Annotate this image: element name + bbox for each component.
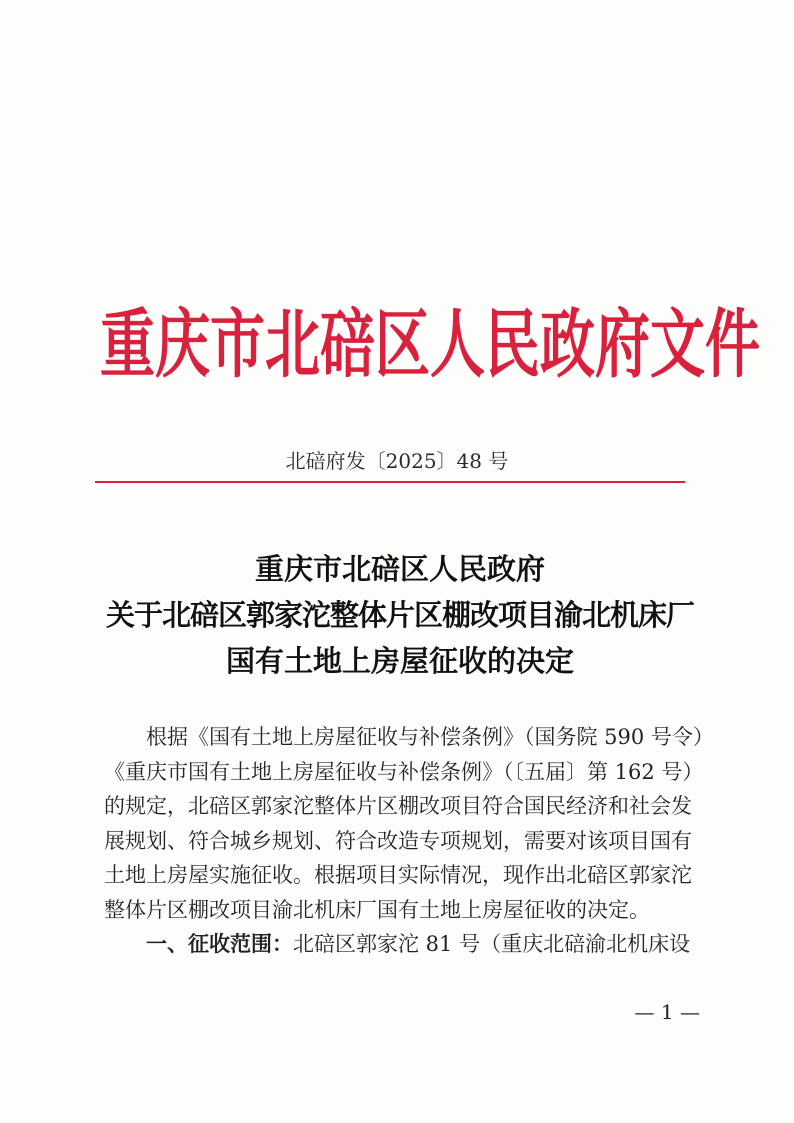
title-line-2: 关于北碚区郭家沱整体片区棚改项目渝北机床厂 bbox=[105, 598, 694, 632]
title-line-1: 重庆市北碚区人民政府 bbox=[254, 552, 545, 586]
body-line: 土地上房屋实施征收。根据项目实际情况，现作出北碚区郭家沱 bbox=[104, 863, 692, 887]
title-line-3: 国有土地上房屋征收的决定 bbox=[225, 644, 574, 678]
body-line: 根据《国有土地上房屋征收与补偿条例》（国务院 590 号令） bbox=[146, 725, 714, 749]
section-1-label: 一、征收范围： bbox=[146, 932, 293, 956]
masthead-title: 重庆市北碚区人民政府文件 bbox=[100, 301, 761, 388]
section-1-paragraph bbox=[104, 927, 694, 962]
red-separator-line bbox=[95, 481, 685, 483]
document-body bbox=[104, 720, 714, 962]
body-line: 整体片区棚改项目渝北机床厂国有土地上房屋征收的决定。 bbox=[104, 897, 650, 922]
body-line: 《重庆市国有土地上房屋征收与补偿条例》（〔五届〕第 162 号） bbox=[104, 759, 704, 784]
section-1-text: 北碚区郭家沱 81 号（重庆北碚渝北机床设 bbox=[293, 932, 691, 956]
page-number: — 1 — bbox=[634, 1000, 700, 1024]
document-number: 北碚府发〔2025〕48 号 bbox=[285, 449, 509, 473]
body-line: 的规定，北碚区郭家沱整体片区棚改项目符合国民经济和社会发 bbox=[104, 794, 692, 818]
body-line: 展规划、符合城乡规划、符合改造专项规划，需要对该项目国有 bbox=[104, 828, 692, 853]
